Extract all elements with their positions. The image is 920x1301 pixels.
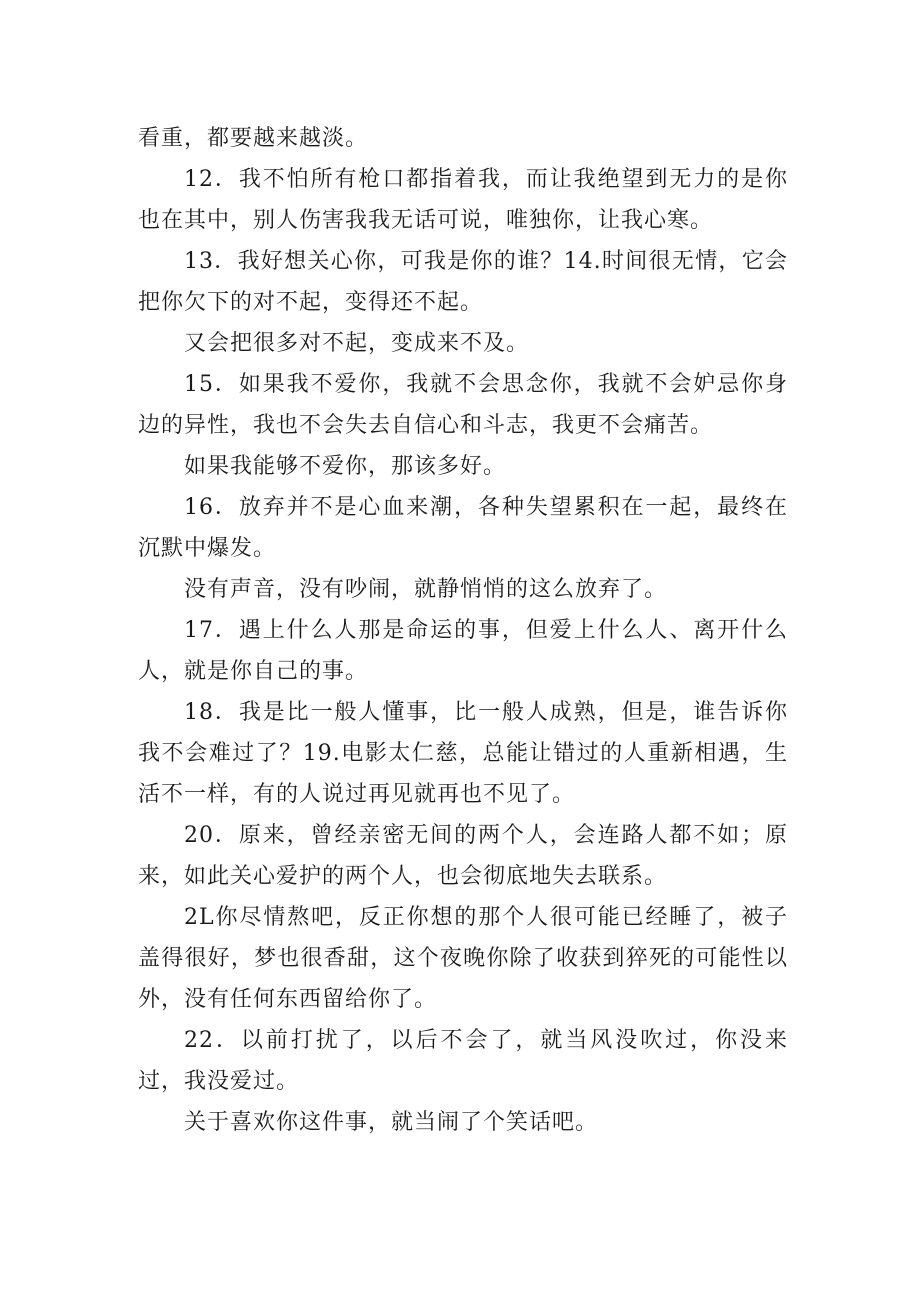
paragraph-item-21: 2L你尽情熬吧，反正你想的那个人很可能已经睡了，被子盖得很好，梦也很香甜，这个夜晚你除了收获到猝死的可能性以外，没有任何东西留给你了。 xyxy=(138,905,788,1012)
document-body xyxy=(138,118,788,1143)
paragraph-item-18-19: 18．我是比一般人懂事，比一般人成熟，但是，谁告诉你我不会难过了？19.电影太仁慈，总能让错过的人重新相遇，生活不一样，有的人说过再见就再也不见了。 xyxy=(138,700,788,807)
paragraph-item-17: 17．遇上什么人那是命运的事，但爱上什么人、离开什么人，就是你自己的事。 xyxy=(138,618,788,684)
paragraph-item-16-continued: 没有声音，没有吵闹，就静悄悄的这么放弃了。 xyxy=(184,577,668,602)
paragraph-item-14-continued: 又会把很多对不起，变成来不及。 xyxy=(184,331,530,356)
paragraph-continuation: 看重，都要越来越淡。 xyxy=(138,126,369,151)
paragraph-item-22-continued: 关于喜欢你这件事，就当闹了个笑话吧。 xyxy=(184,1110,599,1135)
paragraph-item-22: 22．以前打扰了，以后不会了，就当风没吹过，你没来过，我没爱过。 xyxy=(138,1028,788,1094)
paragraph-item-16: 16．放弃并不是心血来潮，各种失望累积在一起，最终在沉默中爆发。 xyxy=(138,495,788,561)
paragraph-item-20: 20．原来，曾经亲密无间的两个人，会连路人都不如；原来，如此关心爱护的两个人，也会彻底地失去联系。 xyxy=(138,823,788,889)
paragraph-item-12: 12．我不怕所有枪口都指着我，而让我绝望到无力的是你也在其中，别人伤害我我无话可说，唯独你，让我心寒。 xyxy=(138,167,788,233)
paragraph-item-15-continued: 如果我能够不爱你，那该多好。 xyxy=(184,454,507,479)
paragraph-item-15: 15．如果我不爱你，我就不会思念你，我就不会妒忌你身边的异性，我也不会失去自信心和斗志，我更不会痛苦。 xyxy=(138,372,788,438)
paragraph-item-13-14: 13．我好想关心你，可我是你的谁？14.时间很无情，它会把你欠下的对不起，变得还不起。 xyxy=(138,249,788,315)
